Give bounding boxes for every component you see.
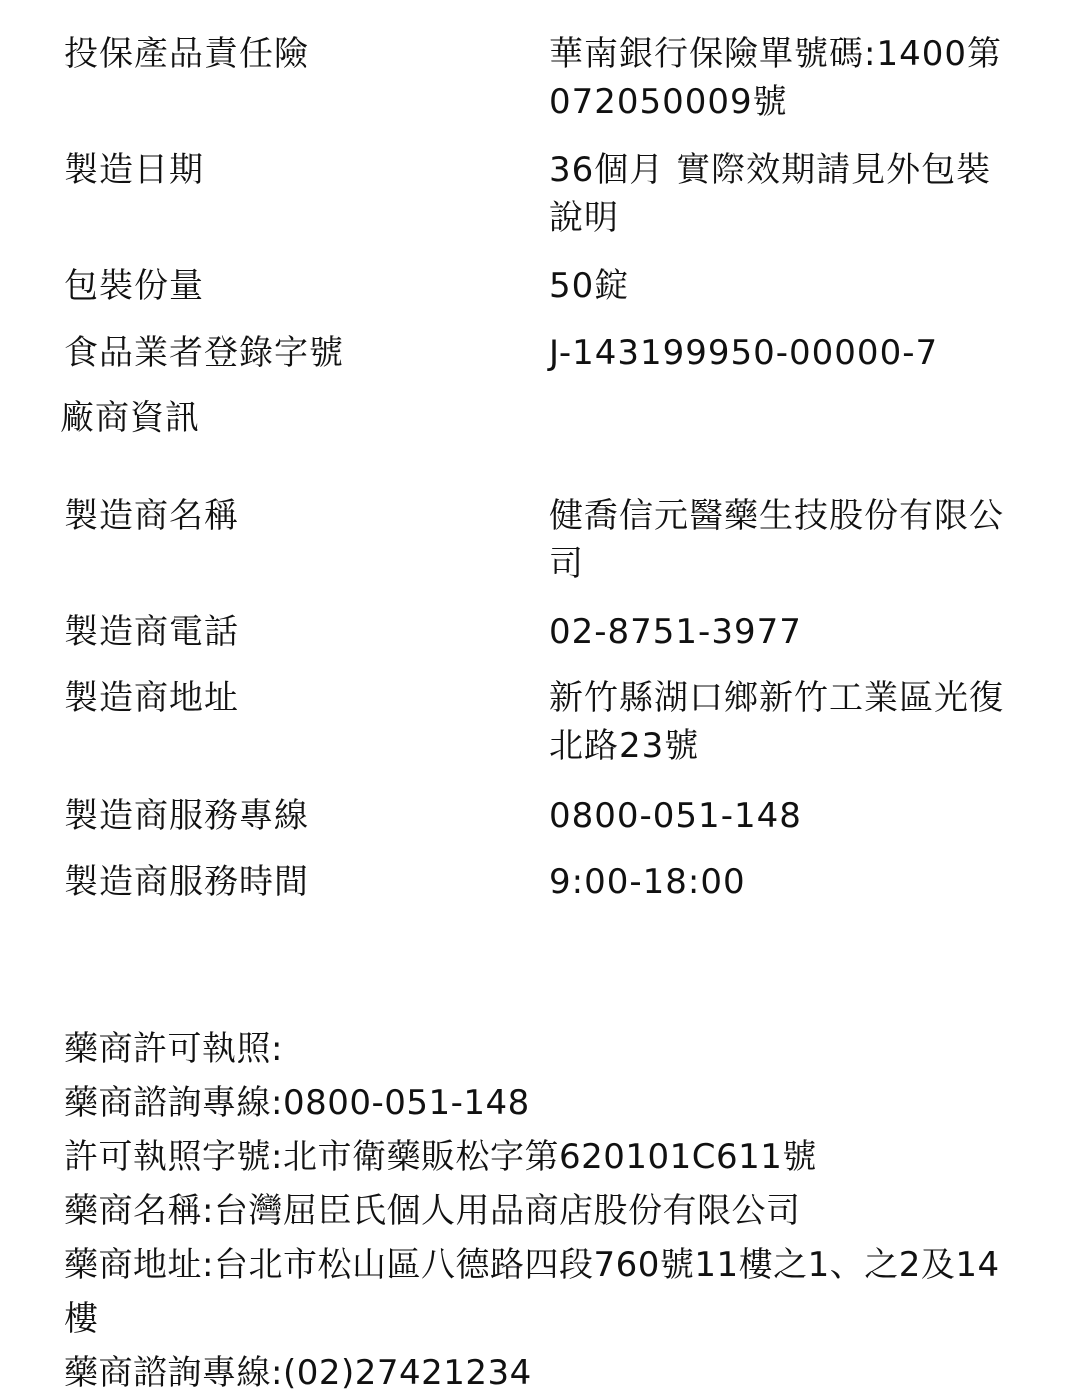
manufacturer-hotline-label: 製造商服務專線 (64, 796, 309, 836)
manufacturer-hotline-value: 0800-051-148 (549, 796, 802, 836)
package-size-row (64, 262, 1024, 310)
manufacture-date-value: 36個月 實際效期請見外包裝說明 (549, 150, 992, 238)
note-consult-phone: 藥商諮詢專線:(02)27421234 (64, 1353, 532, 1393)
food-registration-label: 食品業者登錄字號 (64, 333, 344, 373)
note-consult-hotline: 藥商諮詢專線:0800-051-148 (64, 1083, 530, 1123)
food-registration-value: J-143199950-00000-7 (549, 333, 939, 373)
manufacturer-phone-row (64, 608, 1024, 656)
food-registration-row (64, 329, 1024, 377)
manufacture-date-label: 製造日期 (64, 150, 204, 190)
manufacturer-address-row (64, 674, 1024, 770)
manufacturer-phone-label: 製造商電話 (64, 612, 239, 652)
manufacturer-hours-value: 9:00-18:00 (549, 862, 746, 902)
note-pharmacy-address: 藥商地址:台北市松山區八德路四段760號11樓之1、之2及14樓 (64, 1245, 1000, 1339)
package-size-label: 包裝份量 (64, 266, 204, 306)
manufacturer-hours-label: 製造商服務時間 (64, 862, 309, 902)
manufacturer-name-label: 製造商名稱 (64, 496, 239, 536)
manufacturer-address-value: 新竹縣湖口鄉新竹工業區光復北路23號 (549, 678, 1004, 766)
manufacturer-hours-row (64, 858, 1024, 906)
section-title-manufacturer-info: 廠商資訊 (60, 398, 200, 438)
note-pharmacy-name: 藥商名稱:台灣屈臣氏個人用品商店股份有限公司 (64, 1191, 801, 1231)
manufacturer-name-row (64, 492, 1024, 588)
manufacturer-phone-value: 02-8751-3977 (549, 612, 802, 652)
manufacturer-name-value: 健喬信元醫藥生技股份有限公司 (549, 496, 1004, 584)
manufacture-date-row (64, 146, 1024, 242)
insurance-row (64, 30, 1024, 126)
manufacturer-address-label: 製造商地址 (64, 678, 239, 718)
note-license-heading: 藥商許可執照: (64, 1029, 283, 1069)
insurance-label: 投保產品責任險 (64, 34, 309, 74)
insurance-value: 華南銀行保險單號碼:1400第072050009號 (549, 34, 1002, 122)
note-license-number: 許可執照字號:北市衛藥販松字第620101C611號 (64, 1137, 817, 1177)
pharmacy-license-notes (64, 1022, 1014, 1400)
manufacturer-hotline-row (64, 792, 1024, 840)
package-size-value: 50錠 (549, 266, 630, 306)
